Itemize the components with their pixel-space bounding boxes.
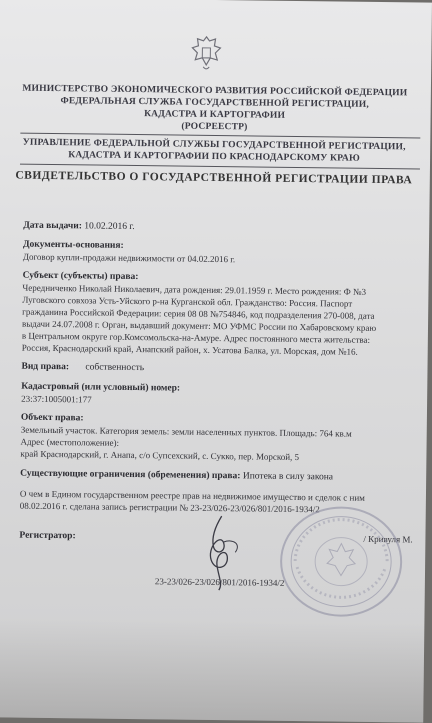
office-line-2: КАДАСТРА И КАРТОГРАФИИ ПО КРАСНОДАРСКОМУ КРАЮ <box>68 150 360 164</box>
object-line: край Краснодарский, г. Анапа, с/о Супсехский, с. Сукко, пер. Морской, 5 <box>20 448 300 463</box>
cadastral-value: 23:37:1005001:177 <box>21 393 92 405</box>
encumbrance-label: Существующие ограничения (обременения) права: <box>20 468 241 482</box>
right-type-row <box>21 361 144 374</box>
subject-line: гражданина Российской Федерации: серия 08 08 №754846, код подразделения 270-008, дата <box>22 306 375 321</box>
registration-number: 23-23/026-23/026/801/2016-1934/2 <box>154 576 285 588</box>
record-line: О чем в Едином государственном реестре прав на недвижимое имущество и сделок с ним <box>19 488 365 503</box>
object-line: Земельный участок. Категория земель: земли населенных пунктов. Площадь: 764 кв.м <box>20 424 352 439</box>
object-label: Объект права: <box>20 412 84 424</box>
office-line-1: УПРАВЛЕНИЕ ФЕДЕРАЛЬНОЙ СЛУЖБЫ ГОСУДАРСТВЕННОЙ РЕГИСТРАЦИИ, <box>22 137 406 153</box>
right-type-label: Вид права: <box>21 361 70 373</box>
object-line: Адрес (местоположение): <box>20 436 120 448</box>
subject-line: Россия, Краснодарский край, Анапский район, х. Усатова Балка, ул. Морская, дом №16. <box>21 342 358 357</box>
issue-date-label: Дата выдачи: <box>23 220 82 232</box>
subject-label: Субъект (субъекты) права: <box>22 270 139 283</box>
cadastral-label: Кадастровый (или условный) номер: <box>21 381 181 394</box>
encumbrance-value: Ипотека в силу закона <box>242 471 334 483</box>
encumbrance-row <box>20 468 333 484</box>
right-type-value: собственность <box>85 362 145 374</box>
paper-shadow <box>0 617 424 722</box>
registrar-name: / Кривуля М. <box>363 533 413 545</box>
document-title: СВИДЕТЕЛЬСТВО О ГОСУДАРСТВЕННОЙ РЕГИСТРАЦИИ ПРАВА <box>15 169 413 187</box>
ministry-line-2: ФЕДЕРАЛЬНАЯ СЛУЖБА ГОСУДАРСТВЕННОЙ РЕГИСТРАЦИИ, <box>60 96 370 110</box>
ministry-line-1: МИНИСТЕРСТВО ЭКОНОМИЧЕСКОГО РАЗВИТИЯ РОССИЙСКОЙ ФЕДЕРАЦИИ <box>22 83 408 99</box>
official-seal-stamp <box>274 501 407 623</box>
basis-value: Договор купли-продажи недвижимости от 04.02.2016 г. <box>22 251 236 265</box>
issue-date-value: 10.02.2016 г. <box>84 221 135 233</box>
ministry-line-3: КАДАСТРА И КАРТОГРАФИИ <box>144 109 286 121</box>
registrar-label: Регистратор: <box>19 530 76 542</box>
subject-line: Чередниченко Николай Николаевич, дата рождения: 29.01.1959 г. Место рождения: Ф №3 <box>22 282 367 297</box>
subject-line: Луговского совхоза Усть-Уйского р-на Курганской обл. Гражданство: Россия. Паспорт <box>22 294 353 309</box>
subject-line: в Центральном округе гор.Комсомольска-на-Амуре. Адрес постоянного места жительства: <box>21 330 371 345</box>
issue-date-row <box>23 220 135 233</box>
basis-label: Документы-основания: <box>22 239 124 251</box>
record-line: 08.02.2016 г. сделана запись регистрации № 23-23/026-23/026/801/2016-1934/2 <box>19 500 320 515</box>
subject-line: выдачи 24.07.2008 г. Орган, выдавший документ: МО УФМС России по Хабаровскому краю <box>21 318 377 333</box>
russian-coat-of-arms-icon <box>189 34 223 74</box>
ministry-line-4: (РОСРЕЕСТР) <box>181 121 248 133</box>
